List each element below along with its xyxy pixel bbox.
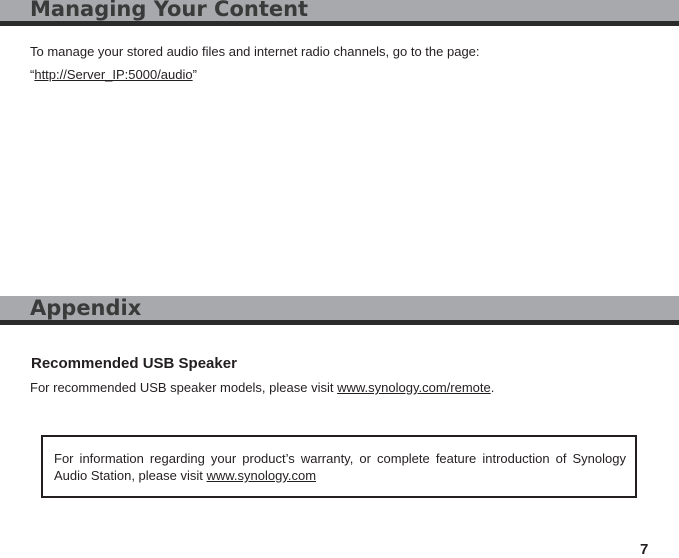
section-header-rule — [0, 21, 679, 26]
warranty-notice-box — [41, 435, 637, 498]
subheading-usb-speaker: Recommended USB Speaker — [31, 355, 237, 372]
managing-instructions: To manage your stored audio files and internet radio channels, go to the page: — [30, 44, 480, 59]
warranty-notice-body: For information regarding your product’s warranty, or complete feature introduction of Synology Audio Station, please visit — [54, 451, 626, 483]
open-quote: “ — [30, 67, 35, 82]
audio-station-link[interactable]: http://Server_IP:5000/audio — [34, 67, 193, 82]
usb-speaker-text-suffix: . — [490, 380, 495, 395]
section-header-rule — [0, 320, 679, 325]
page-number: 7 — [640, 541, 649, 558]
section-title-appendix: Appendix — [30, 296, 142, 320]
section-title-managing-content: Managing Your Content — [30, 0, 309, 21]
synology-remote-link[interactable]: www.synology.com/remote — [337, 380, 491, 395]
warranty-notice-text — [54, 450, 626, 484]
audio-url-line — [30, 67, 197, 83]
synology-website-link[interactable]: www.synology.com — [206, 468, 317, 483]
close-quote: ” — [192, 67, 197, 82]
usb-speaker-text — [30, 380, 494, 396]
usb-speaker-text-prefix: For recommended USB speaker models, please visit — [30, 380, 338, 395]
